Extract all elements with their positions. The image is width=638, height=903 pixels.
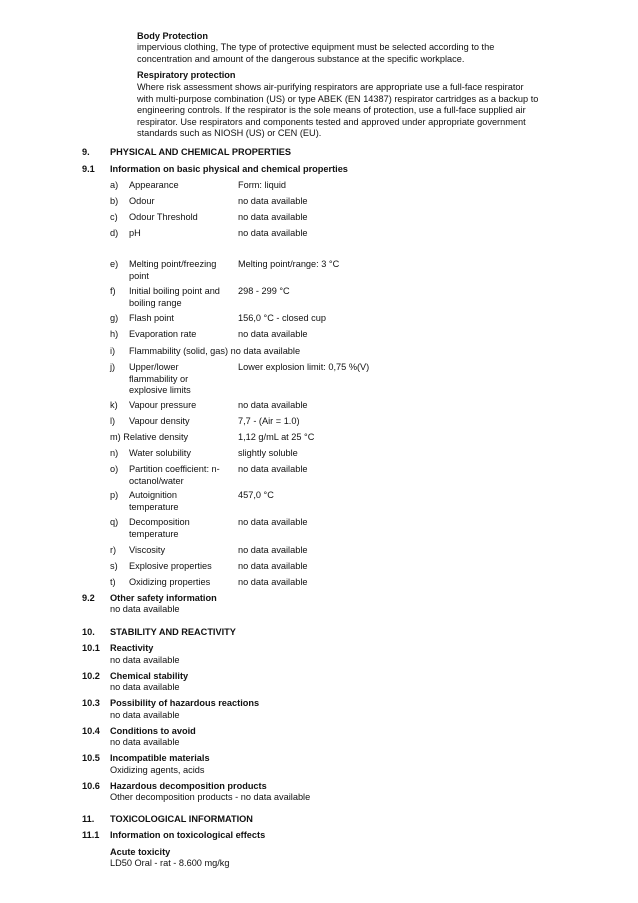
property-name: Autoignition temperature <box>129 490 179 512</box>
property-value: 7,7 - (Air = 1.0) <box>238 416 300 426</box>
property-name: pH <box>129 228 141 238</box>
property-letter: p) <box>110 490 119 500</box>
section-10-2-text: no data available <box>110 682 180 692</box>
property-name: Odour Threshold <box>129 212 198 222</box>
property-name: Oxidizing properties <box>129 577 211 587</box>
property-value: no data available <box>238 400 308 410</box>
property-value: slightly soluble <box>238 448 298 458</box>
section-10-6-number: 10.6 <box>82 781 100 791</box>
property-value: 457,0 °C <box>238 490 274 500</box>
section-11-title: TOXICOLOGICAL INFORMATION <box>110 814 253 824</box>
property-name: Vapour density <box>129 416 190 426</box>
section-10-3-number: 10.3 <box>82 698 100 708</box>
body-protection-text: impervious clothing, The type of protective equipment must be selected according to the concentration and amount of the dangerous substance at the specific workplace. <box>137 42 495 64</box>
property-name: Odour <box>129 196 155 206</box>
section-9-2-number: 9.2 <box>82 593 95 603</box>
property-letter: c) <box>110 212 118 222</box>
property-letter: q) <box>110 517 119 527</box>
respiratory-protection-text: Where risk assessment shows air-purifying respirators are appropriate use a full-face respirator with multi-purpose combination (US) or type ABEK (EN 14387) respirator cartridges as a backup to engineering controls. If the respirator is the sole means of protection, use a full-face supplied air respirator. Use respirators and components tested and approved under appropriate government standards such as NIOSH (US) or CEN (EU). <box>137 82 539 138</box>
property-name: Evaporation rate <box>129 329 197 339</box>
property-letter: k) <box>110 400 118 410</box>
property-letter: r) <box>110 545 117 555</box>
property-name: Partition coefficient: n-octanol/water <box>129 464 220 486</box>
section-10-3-text: no data available <box>110 710 180 720</box>
section-10-5-number: 10.5 <box>82 753 100 763</box>
property-value: 1,12 g/mL at 25 °C <box>238 432 315 442</box>
property-name: Melting point/freezing point <box>129 259 217 281</box>
body-protection-title: Body Protection <box>137 31 208 41</box>
property-value: no data available <box>238 196 308 206</box>
section-10-6-text: Other decomposition products - no data available <box>110 792 311 802</box>
section-10-6-title: Hazardous decomposition products <box>110 781 267 791</box>
section-11-number: 11. <box>82 814 95 824</box>
section-9-2-text: no data available <box>110 604 180 614</box>
section-10-1-number: 10.1 <box>82 643 100 653</box>
section-10-1-text: no data available <box>110 655 180 665</box>
section-9-2-title: Other safety information <box>110 593 217 603</box>
section-10-2-number: 10.2 <box>82 671 100 681</box>
respiratory-protection-title: Respiratory protection <box>137 70 236 80</box>
property-value: 298 - 299 °C <box>238 286 290 296</box>
property-letter: d) <box>110 228 119 238</box>
property-value: no data available <box>238 212 308 222</box>
property-name: Appearance <box>129 180 179 190</box>
property-letter: s) <box>110 561 118 571</box>
section-10-2-title: Chemical stability <box>110 671 189 681</box>
property-value: no data available <box>238 545 308 555</box>
section-9-number: 9. <box>82 147 90 157</box>
acute-toxicity-text: LD50 Oral - rat - 8.600 mg/kg <box>110 858 230 868</box>
section-10-number: 10. <box>82 627 95 637</box>
property-value: Lower explosion limit: 0,75 %(V) <box>238 362 370 372</box>
property-name: Explosive properties <box>129 561 212 571</box>
section-9-1-title: Information on basic physical and chemical properties <box>110 164 348 174</box>
property-name: Initial boiling point and boiling range <box>129 286 220 308</box>
property-value: 156,0 °C - closed cup <box>238 313 326 323</box>
property-name: Flash point <box>129 313 174 323</box>
property-name: m) Relative density <box>110 432 189 442</box>
section-9-title: PHYSICAL AND CHEMICAL PROPERTIES <box>110 147 292 157</box>
property-letter: b) <box>110 196 119 206</box>
property-letter: i) <box>110 346 116 356</box>
section-11-1-number: 11.1 <box>82 830 100 840</box>
section-10-4-title: Conditions to avoid <box>110 726 196 736</box>
property-value: no data available <box>238 577 308 587</box>
property-letter: e) <box>110 259 119 269</box>
section-9-1-number: 9.1 <box>82 164 95 174</box>
property-name: Viscosity <box>129 545 166 555</box>
section-11-1-title: Information on toxicological effects <box>110 830 266 840</box>
property-name: Upper/lower flammability or explosive limits <box>129 362 191 395</box>
property-name: Water solubility <box>129 448 191 458</box>
property-name: Decomposition temperature <box>129 517 190 539</box>
property-value: no data available <box>238 561 308 571</box>
property-letter: g) <box>110 313 119 323</box>
section-10-3-title: Possibility of hazardous reactions <box>110 698 260 708</box>
property-letter: o) <box>110 464 119 474</box>
property-letter: l) <box>110 416 116 426</box>
section-10-5-title: Incompatible materials <box>110 753 210 763</box>
property-letter: t) <box>110 577 116 587</box>
property-name: Vapour pressure <box>129 400 197 410</box>
property-letter: n) <box>110 448 119 458</box>
section-10-4-number: 10.4 <box>82 726 100 736</box>
section-10-title: STABILITY AND REACTIVITY <box>110 627 236 637</box>
property-letter: j) <box>110 362 116 372</box>
property-value: Form: liquid <box>238 180 286 190</box>
section-10-5-text: Oxidizing agents, acids <box>110 765 205 775</box>
property-value: no data available <box>238 329 308 339</box>
property-letter: f) <box>110 286 116 296</box>
property-value: no data available <box>238 228 308 238</box>
property-letter: h) <box>110 329 119 339</box>
property-name: Flammability (solid, gas) no data available <box>129 346 301 356</box>
property-value: Melting point/range: 3 °C <box>238 259 340 269</box>
section-10-4-text: no data available <box>110 737 180 747</box>
section-10-1-title: Reactivity <box>110 643 154 653</box>
property-value: no data available <box>238 464 308 474</box>
property-value: no data available <box>238 517 308 527</box>
property-letter: a) <box>110 180 119 190</box>
acute-toxicity-title: Acute toxicity <box>110 847 171 857</box>
